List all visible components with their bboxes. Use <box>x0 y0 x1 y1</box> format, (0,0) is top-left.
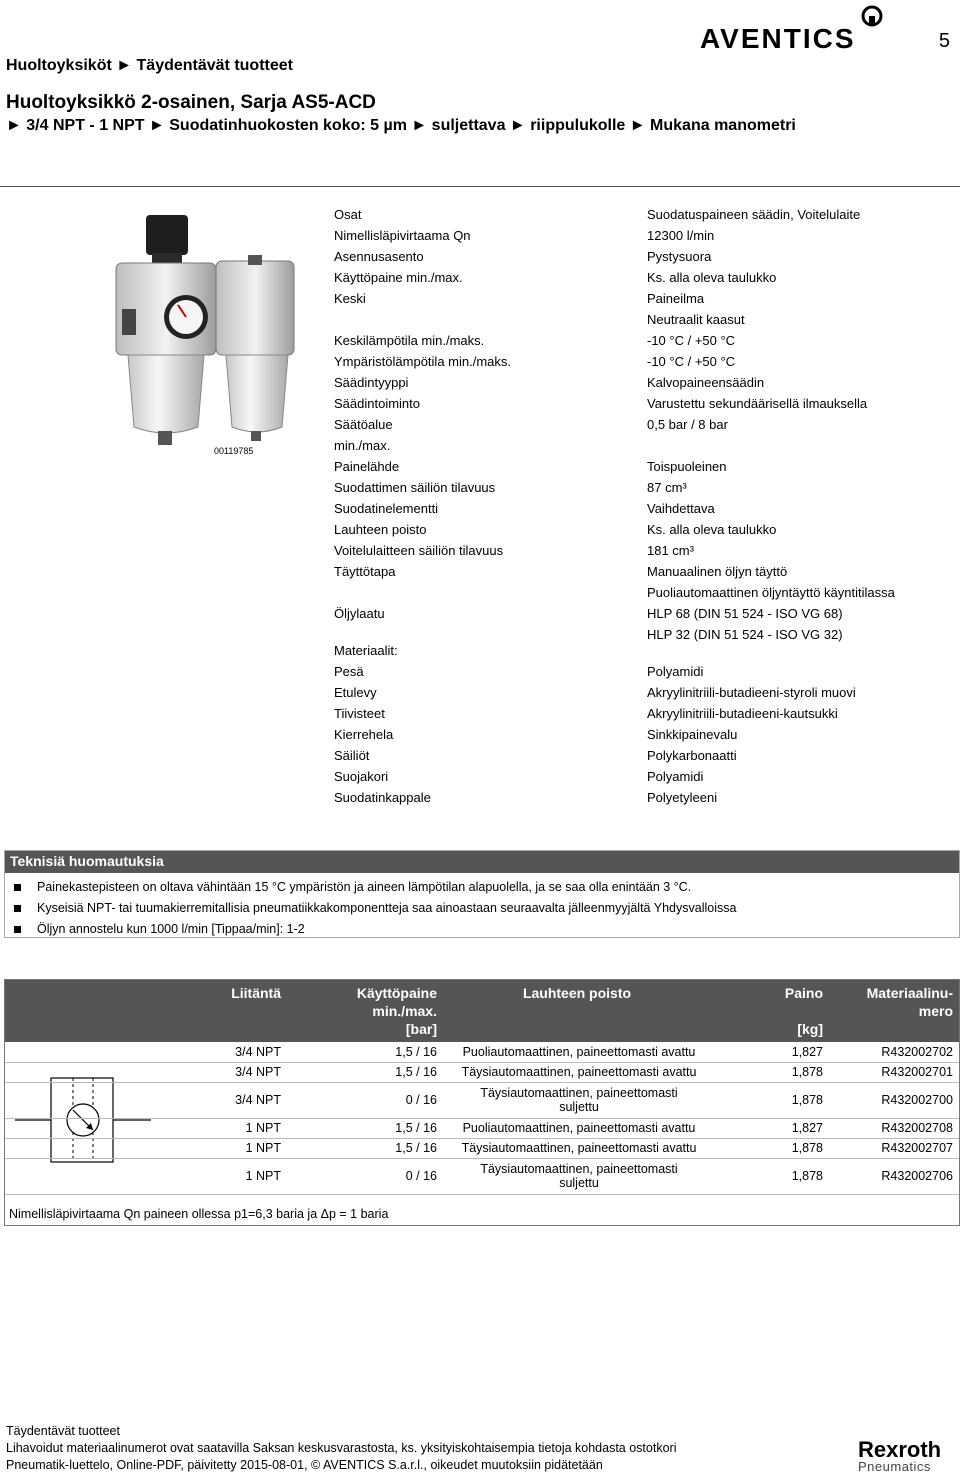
spec-row-value: Ks. alla oleva taulukko <box>647 522 777 537</box>
cell-drain: Täysiautomaattinen, paineettomasti avattu <box>461 1141 697 1155</box>
table-row <box>5 1138 959 1159</box>
spec-row-label: Nimellisläpivirtaama Qn <box>334 228 471 243</box>
spec-row-label: Säätöalue min./max. <box>334 417 393 453</box>
material-row-label: Kierrehela <box>334 727 394 742</box>
spec-row-label: Suodatinelementti <box>334 501 439 516</box>
cell-drain: Täysiautomaattinen, paineettomasti suljettu <box>480 1086 678 1114</box>
cell-weight: 1,878 <box>791 1093 823 1107</box>
spec-row <box>334 393 954 414</box>
material-row-label: Suodatinkappale <box>334 790 431 805</box>
cell-weight: 1,878 <box>791 1065 823 1079</box>
cell-port: 3/4 NPT <box>235 1093 281 1107</box>
cell-port: 3/4 NPT <box>235 1065 281 1079</box>
table-header <box>5 980 959 1042</box>
cell-drain: Täysiautomaattinen, paineettomasti suljettu <box>480 1162 678 1190</box>
spec-row-value: Pystysuora <box>647 249 712 264</box>
spec-row <box>334 477 954 498</box>
footer-section: Täydentävät tuotteet <box>6 1424 120 1438</box>
material-row-value: Sinkkipainevalu <box>647 727 738 742</box>
page-number: 5 <box>938 30 950 52</box>
material-row-label: Suojakori <box>334 769 389 784</box>
material-row <box>334 766 954 787</box>
material-row <box>334 787 954 808</box>
technical-notes-box <box>4 850 960 938</box>
spec-row <box>334 519 954 540</box>
spec-list <box>334 204 954 645</box>
col-part-header: Materiaalinu- mero <box>866 985 953 1019</box>
table-row <box>5 1062 959 1083</box>
table-row <box>5 1082 959 1119</box>
spec-row-value: 87 cm³ <box>647 480 687 495</box>
material-row-value: Akryylinitriili-butadieeni-kautsukki <box>647 706 838 721</box>
spec-row-label: Suodattimen säiliön tilavuus <box>334 480 496 495</box>
image-id: 00119785 <box>214 446 254 456</box>
material-row-value: Polyetyleeni <box>647 790 718 805</box>
spec-row-label: Käyttöpaine min./max. <box>334 270 463 285</box>
cell-part: R432002707 <box>881 1141 953 1155</box>
cell-part: R432002702 <box>881 1045 953 1059</box>
spec-row-value: 12300 l/min <box>647 228 715 243</box>
cell-weight: 1,878 <box>791 1141 823 1155</box>
spec-row <box>334 561 954 603</box>
cell-drain: Täysiautomaattinen, paineettomasti avattu <box>461 1065 697 1079</box>
note-item: Painekastepisteen on oltava vähintään 15 °C ympäristön ja aineen lämpötilan alapuolella, ja se saa olla enintään 3 °C. <box>5 877 959 898</box>
cell-pressure: 0 / 16 <box>405 1169 437 1183</box>
page-title: Huoltoyksikkö 2-osainen, Sarja AS5-ACD <box>6 92 376 113</box>
spec-row-value: Manuaalinen öljyn täyttö Puoliautomaattinen öljyntäyttö käyntitilassa <box>647 564 895 600</box>
spec-row-value: Vaihdettava <box>647 501 715 516</box>
spec-row-value: Paineilma Neutraalit kaasut <box>647 291 745 327</box>
material-row-label: Säiliöt <box>334 748 370 763</box>
spec-row-value: Toispuoleinen <box>647 459 727 474</box>
spec-row-label: Lauhteen poisto <box>334 522 427 537</box>
material-row-value: Akryylinitriili-butadieeni-styroli muovi <box>647 685 856 700</box>
spec-row-label: Keski <box>334 291 366 306</box>
rexroth-logo-sub: Pneumatics <box>858 1459 931 1474</box>
spec-row-label: Säädintoiminto <box>334 396 420 411</box>
spec-row-label: Voitelulaitteen säiliön tilavuus <box>334 543 504 558</box>
material-row-label: Etulevy <box>334 685 377 700</box>
bullet-icon <box>14 926 21 933</box>
spec-row <box>334 204 954 225</box>
svg-text:AVENTICS: AVENTICS <box>700 23 856 54</box>
technical-notes-title: Teknisiä huomautuksia <box>5 851 959 873</box>
order-table <box>4 979 960 1226</box>
material-row <box>334 682 954 703</box>
material-row <box>334 661 954 682</box>
table-row <box>5 1042 959 1063</box>
cell-port: 1 NPT <box>245 1121 281 1135</box>
material-row <box>334 703 954 724</box>
spec-row-value: Kalvopaineensäädin <box>647 375 765 390</box>
spec-row-label: Painelähde <box>334 459 400 474</box>
cell-drain: Puoliautomaattinen, paineettomasti avattu <box>462 1121 696 1135</box>
table-row <box>5 1158 959 1195</box>
cell-weight: 1,878 <box>791 1169 823 1183</box>
material-row-value: Polykarbonaatti <box>647 748 737 763</box>
spec-row-label: Ympäristölämpötila min./maks. <box>334 354 511 369</box>
header-divider <box>0 186 960 187</box>
aventics-logo <box>700 2 900 59</box>
spec-row <box>334 225 954 246</box>
cell-pressure: 0 / 16 <box>405 1093 437 1107</box>
spec-row <box>334 267 954 288</box>
cell-pressure: 1,5 / 16 <box>395 1065 437 1079</box>
product-image <box>106 205 306 460</box>
material-row-label: Tiivisteet <box>334 706 385 721</box>
spec-row-value: -10 °C / +50 °C <box>647 354 736 369</box>
material-row-label: Pesä <box>334 664 364 679</box>
footer-copyright: Pneumatik-luettelo, Online-PDF, päivitetty 2015-08-01, © AVENTICS S.a.r.l., oikeudet muutoksiin pidätetään <box>6 1458 603 1472</box>
spec-row <box>334 498 954 519</box>
material-row-value: Polyamidi <box>647 664 704 679</box>
spec-row <box>334 540 954 561</box>
cell-pressure: 1,5 / 16 <box>395 1121 437 1135</box>
material-row <box>334 640 954 661</box>
material-row-label: Materiaalit: <box>334 643 398 658</box>
spec-row-value: -10 °C / +50 °C <box>647 333 736 348</box>
note-item: Öljyn annostelu kun 1000 l/min [Tippaa/min]: 1-2 <box>5 919 959 940</box>
spec-row <box>334 330 954 351</box>
cell-weight: 1,827 <box>791 1045 823 1059</box>
spec-row <box>334 372 954 393</box>
spec-row-label: Öljylaatu <box>334 606 385 621</box>
cell-port: 1 NPT <box>245 1169 281 1183</box>
spec-row <box>334 414 954 456</box>
material-row-value <box>647 640 954 661</box>
spec-row-value: Ks. alla oleva taulukko <box>647 270 777 285</box>
cell-pressure: 1,5 / 16 <box>395 1045 437 1059</box>
col-weight-header: Paino [kg] <box>784 985 823 1037</box>
col-drain-header: Lauhteen poisto <box>522 985 632 1001</box>
cell-part: R432002700 <box>881 1093 953 1107</box>
footer-note: Lihavoidut materiaalinumerot ovat saatavilla Saksan keskusvarastosta, ks. yksityiskohtaisempia tietoja kohdasta ostotkori <box>6 1441 677 1455</box>
page-subtitle: ► 3/4 NPT - 1 NPT ► Suodatinhuokosten koko: 5 µm ► suljettava ► riippulukolle ► Mukana manometri <box>6 117 796 134</box>
spec-row-value: 0,5 bar / 8 bar <box>647 417 728 432</box>
spec-row-label: Keskilämpötila min./maks. <box>334 333 485 348</box>
table-footnote: Nimellisläpivirtaama Qn paineen ollessa p1=6,3 baria ja Δp = 1 baria <box>9 1207 389 1221</box>
cell-part: R432002701 <box>881 1065 953 1079</box>
spec-row-label: Osat <box>334 207 362 222</box>
cell-part: R432002708 <box>881 1121 953 1135</box>
spec-row-value: Varustettu sekundäärisellä ilmauksella <box>647 396 868 411</box>
note-item: Kyseisiä NPT- tai tuumakierremitallisia pneumatiikkakomponentteja saa ainoastaan seuraavalta jälleenmyyjältä Yhdysvalloissa <box>5 898 959 919</box>
breadcrumb: Huoltoyksiköt ► Täydentävät tuotteet <box>6 57 293 74</box>
rexroth-logo: Rexroth <box>858 1437 942 1462</box>
materials-list <box>334 640 954 808</box>
table-row <box>5 1118 959 1139</box>
bullet-icon <box>14 884 21 891</box>
spec-row <box>334 456 954 477</box>
material-row <box>334 724 954 745</box>
cell-port: 3/4 NPT <box>235 1045 281 1059</box>
cell-port: 1 NPT <box>245 1141 281 1155</box>
material-row <box>334 745 954 766</box>
cell-part: R432002706 <box>881 1169 953 1183</box>
spec-row <box>334 351 954 372</box>
spec-row-label: Säädintyyppi <box>334 375 409 390</box>
material-row-value: Polyamidi <box>647 769 704 784</box>
cell-pressure: 1,5 / 16 <box>395 1141 437 1155</box>
spec-row-value: 181 cm³ <box>647 543 694 558</box>
col-port-header: Liitäntä <box>231 985 281 1001</box>
cell-weight: 1,827 <box>791 1121 823 1135</box>
spec-row-label: Asennusasento <box>334 249 424 264</box>
bullet-icon <box>14 905 21 912</box>
col-pressure-header: Käyttöpaine min./max. [bar] <box>356 985 437 1037</box>
spec-row-label: Täyttötapa <box>334 564 396 579</box>
spec-row-value: HLP 68 (DIN 51 524 - ISO VG 68) HLP 32 (DIN 51 524 - ISO VG 32) <box>647 606 843 642</box>
spec-row <box>334 603 954 645</box>
cell-drain: Puoliautomaattinen, paineettomasti avattu <box>462 1045 696 1059</box>
spec-row <box>334 288 954 330</box>
spec-row-value: Suodatuspaineen säädin, Voitelulaite <box>647 207 861 222</box>
spec-row <box>334 246 954 267</box>
